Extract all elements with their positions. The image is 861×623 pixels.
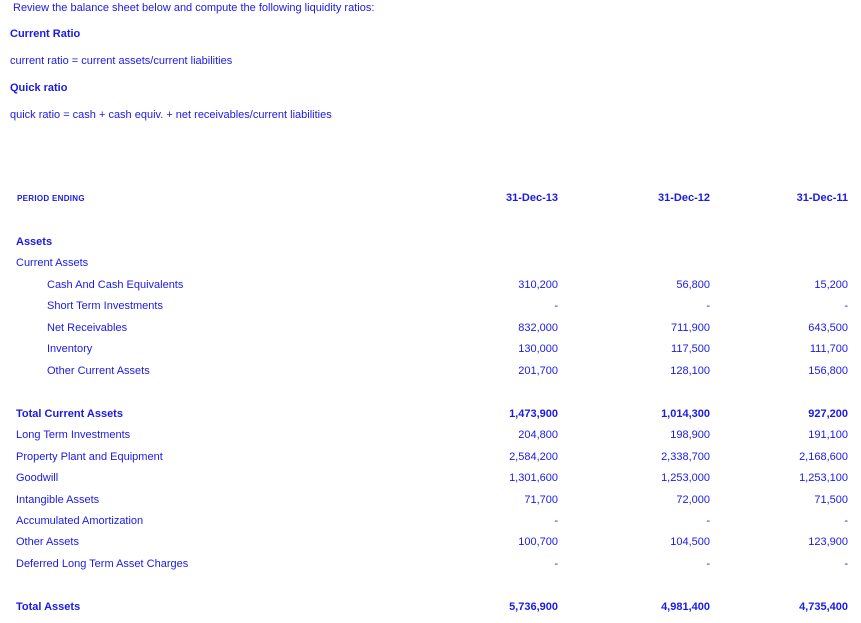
cell-value: - — [706, 300, 710, 312]
table-row — [0, 536, 861, 552]
row-label: Property Plant and Equipment — [16, 451, 163, 463]
table-row — [0, 429, 861, 445]
table-row — [0, 472, 861, 488]
row-label-total-assets: Total Assets — [16, 601, 81, 613]
cell-value: 201,700 — [518, 365, 558, 377]
cell-value: 1,473,900 — [509, 408, 558, 420]
cell-value: 117,500 — [671, 343, 710, 355]
cell-value: - — [706, 515, 710, 527]
cell-value: 123,900 — [808, 536, 848, 548]
cell-value: 72,000 — [676, 494, 710, 506]
row-label-assets: Assets — [16, 236, 53, 248]
table-row — [0, 257, 861, 273]
column-header-2012: 31-Dec-12 — [658, 192, 710, 204]
row-label: Net Receivables — [47, 322, 128, 334]
period-ending-label: PERIOD ENDING — [17, 194, 85, 203]
cell-value: 643,500 — [808, 322, 848, 334]
current-ratio-heading: Current Ratio — [10, 28, 81, 40]
cell-value: 1,253,100 — [799, 472, 848, 484]
cell-value: 4,735,400 — [799, 601, 848, 613]
table-row — [0, 343, 861, 359]
cell-value: - — [554, 558, 558, 570]
cell-value: 191,100 — [808, 429, 848, 441]
row-label: Short Term Investments — [47, 300, 163, 312]
cell-value: 128,100 — [670, 365, 710, 377]
cell-value: 100,700 — [518, 536, 558, 548]
cell-value: - — [554, 515, 558, 527]
cell-value: 4,981,400 — [661, 601, 710, 613]
cell-value: 1,253,000 — [661, 472, 710, 484]
cell-value: 15,200 — [814, 279, 848, 291]
column-header-2011: 31-Dec-11 — [796, 192, 848, 204]
cell-value: 198,900 — [670, 429, 710, 441]
cell-value: 832,000 — [518, 322, 558, 334]
cell-value: 204,800 — [518, 429, 558, 441]
cell-value: 156,800 — [808, 365, 848, 377]
table-row — [0, 279, 861, 295]
row-label: Intangible Assets — [16, 494, 100, 506]
row-label: Deferred Long Term Asset Charges — [16, 558, 189, 570]
row-label: Goodwill — [16, 472, 59, 484]
table-row — [0, 365, 861, 381]
quick-ratio-formula: quick ratio = cash + cash equiv. + net receivables/current liabilities — [10, 109, 332, 121]
row-label-current-assets: Current Assets — [16, 257, 89, 269]
table-row — [0, 322, 861, 338]
row-label: Other Assets — [16, 536, 79, 548]
row-label: Inventory — [47, 343, 93, 355]
cell-value: - — [706, 558, 710, 570]
cell-value: - — [844, 300, 848, 312]
cell-value: 130,000 — [518, 343, 558, 355]
cell-value: - — [844, 558, 848, 570]
cell-value: 1,014,300 — [661, 408, 710, 420]
instruction-text: Review the balance sheet below and compute the following liquidity ratios: — [13, 2, 375, 14]
row-label: Total Current Assets — [16, 408, 123, 420]
table-row — [0, 408, 861, 424]
cell-value: 2,168,600 — [799, 451, 848, 463]
row-label: Cash And Cash Equivalents — [47, 279, 184, 291]
cell-value: 927,200 — [808, 408, 848, 420]
cell-value: - — [554, 300, 558, 312]
table-row — [0, 451, 861, 467]
cell-value: 1,301,600 — [509, 472, 558, 484]
cell-value: 111,700 — [809, 343, 848, 355]
cell-value: 711,900 — [671, 322, 710, 334]
table-row — [0, 601, 861, 617]
cell-value: 5,736,900 — [509, 601, 558, 613]
cell-value: 104,500 — [670, 536, 710, 548]
row-label: Accumulated Amortization — [16, 515, 144, 527]
table-row — [0, 300, 861, 316]
table-row — [0, 515, 861, 531]
column-header-2013: 31-Dec-13 — [506, 192, 558, 204]
table-row — [0, 558, 861, 574]
current-ratio-formula: current ratio = current assets/current liabilities — [10, 55, 233, 67]
cell-value: 56,800 — [676, 279, 710, 291]
cell-value: 71,500 — [814, 494, 848, 506]
table-row — [0, 236, 861, 252]
cell-value: - — [844, 515, 848, 527]
cell-value: 310,200 — [518, 279, 558, 291]
cell-value: 71,700 — [524, 494, 558, 506]
quick-ratio-heading: Quick ratio — [10, 82, 68, 94]
cell-value: 2,584,200 — [509, 451, 558, 463]
row-label: Other Current Assets — [47, 365, 150, 377]
table-row — [0, 494, 861, 510]
row-label: Long Term Investments — [16, 429, 131, 441]
cell-value: 2,338,700 — [661, 451, 710, 463]
